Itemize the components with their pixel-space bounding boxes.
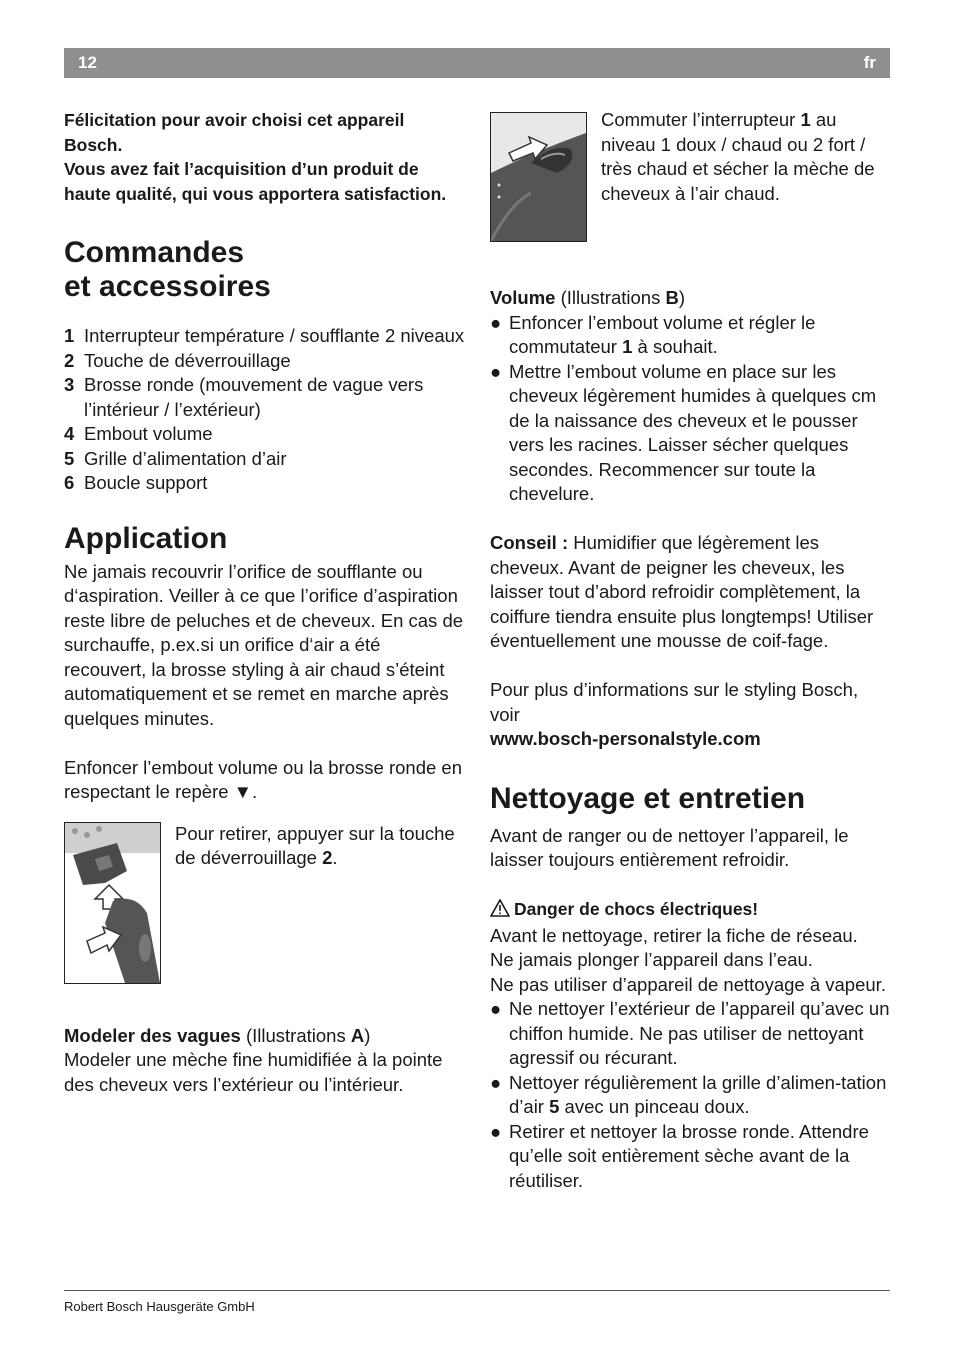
release-illustration <box>64 822 161 984</box>
danger-title: Danger de chocs électriques! <box>514 899 759 919</box>
switch-figure-row <box>490 108 890 242</box>
volume-title-line <box>490 286 890 311</box>
danger-title-line <box>490 897 890 924</box>
cleaning-intro: Avant de ranger ou de nettoyer l’appareil, le laisser toujours entièrement refroidir. <box>490 824 849 870</box>
bullet-icon: ● <box>490 360 502 382</box>
list-item <box>490 997 890 1071</box>
item-text: Grille d’alimentation d’air <box>84 447 287 469</box>
volume-ref-pre: (Illustrations <box>555 287 666 308</box>
switch-text-pre: Commuter l’interrupteur <box>601 109 801 130</box>
item-text: Embout volume <box>84 423 213 444</box>
clean-b2-num: 5 <box>549 1096 560 1117</box>
controls-list <box>64 324 466 496</box>
cleaning-heading: Nettoyage et entretien <box>490 781 806 815</box>
switch-text <box>601 108 890 206</box>
danger-line-1: Avant le nettoyage, retirer la fiche de réseau. <box>490 924 858 946</box>
list-item <box>64 324 466 349</box>
tip-paragraph <box>490 531 890 654</box>
intro-text <box>64 108 466 206</box>
release-period: . <box>332 847 338 868</box>
volume-title: Volume <box>490 287 556 308</box>
info-url: www.bosch-personalstyle.com <box>490 728 761 749</box>
item-text: Retirer et nettoyer la brosse ronde. Attendre qu’elle soit entièrement sèche avant de la réutiliser. <box>509 1120 869 1191</box>
waves-text: Modeler une mèche fine humidifiée à la pointe des cheveux vers l’extérieur ou l’intérieur. <box>64 1049 443 1095</box>
footer-company: Robert Bosch Hausgeräte GmbH <box>64 1299 255 1314</box>
list-item <box>490 311 890 360</box>
volume-b1-pre: Enfoncer l’embout volume et régler le commutateur <box>509 311 816 357</box>
application-heading: Application <box>64 521 228 555</box>
item-text <box>509 311 890 360</box>
item-number: 1 <box>64 325 75 346</box>
release-button-number: 2 <box>322 847 333 868</box>
list-item <box>64 471 466 496</box>
waves-ref-post: ) <box>364 1024 371 1046</box>
volume-list <box>490 311 890 507</box>
release-instruction: Pour retirer, appuyer sur la touche de déverrouillage <box>175 822 455 868</box>
clean-b2-pre: Nettoyer régulièrement la grille d’alimen-tation d’air <box>509 1071 887 1117</box>
waves-ref-pre: (Illustrations <box>240 1024 351 1046</box>
item-text: Boucle support <box>84 472 208 493</box>
waves-title: Modeler des vagues <box>64 1024 241 1046</box>
danger-line-2: Ne jamais plonger l’appareil dans l’eau. <box>490 949 813 970</box>
intro-line-2: Vous avez fait l’acquisition d’un produit de haute qualité, qui vous apportera satisfaction. <box>64 159 447 204</box>
clean-b2-post: avec un pinceau doux. <box>559 1096 750 1117</box>
list-item <box>490 1120 890 1194</box>
switch-number: 1 <box>800 109 811 130</box>
controls-heading <box>64 236 466 304</box>
item-number: 2 <box>64 349 75 371</box>
item-number: 3 <box>64 374 75 395</box>
item-text: Ne nettoyer l’extérieur de l’appareil qu’avec un chiffon humide. Ne pas utiliser de nettoyant agressif ou récurant. <box>509 998 890 1068</box>
item-number: 6 <box>64 472 75 493</box>
right-column <box>490 108 890 1193</box>
info-text: Pour plus d’informations sur le styling Bosch, voir <box>490 679 859 725</box>
item-text: Interrupteur température / soufflante 2 niveaux <box>84 325 465 346</box>
item-number: 5 <box>64 447 75 469</box>
list-item <box>64 422 466 447</box>
item-text: Mettre l’embout volume en place sur les cheveux légèrement humides à quelques cm de la naissance des cheveux et le pousser vers les racines. Laisser sécher quelques secondes. Recommencer sur toute la chevelure. <box>509 360 877 504</box>
bullet-icon: ● <box>490 1120 502 1142</box>
footer-divider <box>64 1290 890 1291</box>
tip-text: Humidifier que légèrement les cheveux. Avant de peigner les cheveux, les laisser tout d’abord refroidir complètement, la coiffure tiendra ensuite plus longtemps! Utiliser éventuellement une mousse de coif-fage. <box>490 532 874 651</box>
bullet-icon: ● <box>490 998 502 1019</box>
intro-line-1: Félicitation pour avoir choisi cet appareil Bosch. <box>64 110 405 155</box>
release-figure-row <box>64 822 466 984</box>
volume-b1-num: 1 <box>622 336 633 357</box>
language-code: fr <box>863 53 876 72</box>
list-item <box>64 447 466 472</box>
controls-heading-line2: et accessoires <box>64 270 271 303</box>
page-header-bar <box>64 48 890 78</box>
danger-line-3: Ne pas utiliser d’appareil de nettoyage à vapeur. <box>490 973 886 995</box>
waves-title-line <box>64 1024 466 1049</box>
list-item <box>64 349 466 374</box>
left-column <box>64 108 466 1097</box>
waves-ref-letter: A <box>350 1024 365 1046</box>
switch-illustration <box>490 112 587 242</box>
application-paragraph: Ne jamais recouvrir l’orifice de soufflante ou d‘aspiration. Veiller à ce que l’orifice d’aspiration reste libre de peluches et de cheveux. En cas de surchauffe, p.ex.si un orifice d‘air a été recouvert, la brosse styling à air chaud s’éteint automatiquement et se remet en marche après quelques minutes. <box>64 560 464 729</box>
volume-ref-letter: B <box>665 287 679 308</box>
item-number: 4 <box>64 423 75 444</box>
item-text <box>509 1071 890 1120</box>
switch-text-post: au niveau 1 doux / chaud ou 2 fort / très chaud et sécher la mèche de cheveux à l’air chaud. <box>601 109 875 204</box>
warning-triangle-icon <box>490 899 510 924</box>
item-text: Touche de déverrouillage <box>84 349 291 371</box>
list-item <box>490 360 890 507</box>
cleaning-list <box>490 997 890 1193</box>
volume-b1-post: à souhait. <box>632 336 718 357</box>
list-item <box>64 373 466 422</box>
bullet-icon: ● <box>490 1071 502 1093</box>
release-text <box>175 822 466 871</box>
list-item <box>490 1071 890 1120</box>
item-text: Brosse ronde (mouvement de vague vers l’intérieur / l’extérieur) <box>84 374 424 420</box>
bullet-icon: ● <box>490 311 502 333</box>
controls-heading-line1: Commandes <box>64 236 245 269</box>
page-number: 12 <box>78 53 97 72</box>
volume-ref-post: ) <box>678 287 686 308</box>
attachment-paragraph: Enfoncer l’embout volume ou la brosse ronde en respectant le repère ▼. <box>64 756 462 802</box>
tip-label: Conseil : <box>490 532 569 553</box>
